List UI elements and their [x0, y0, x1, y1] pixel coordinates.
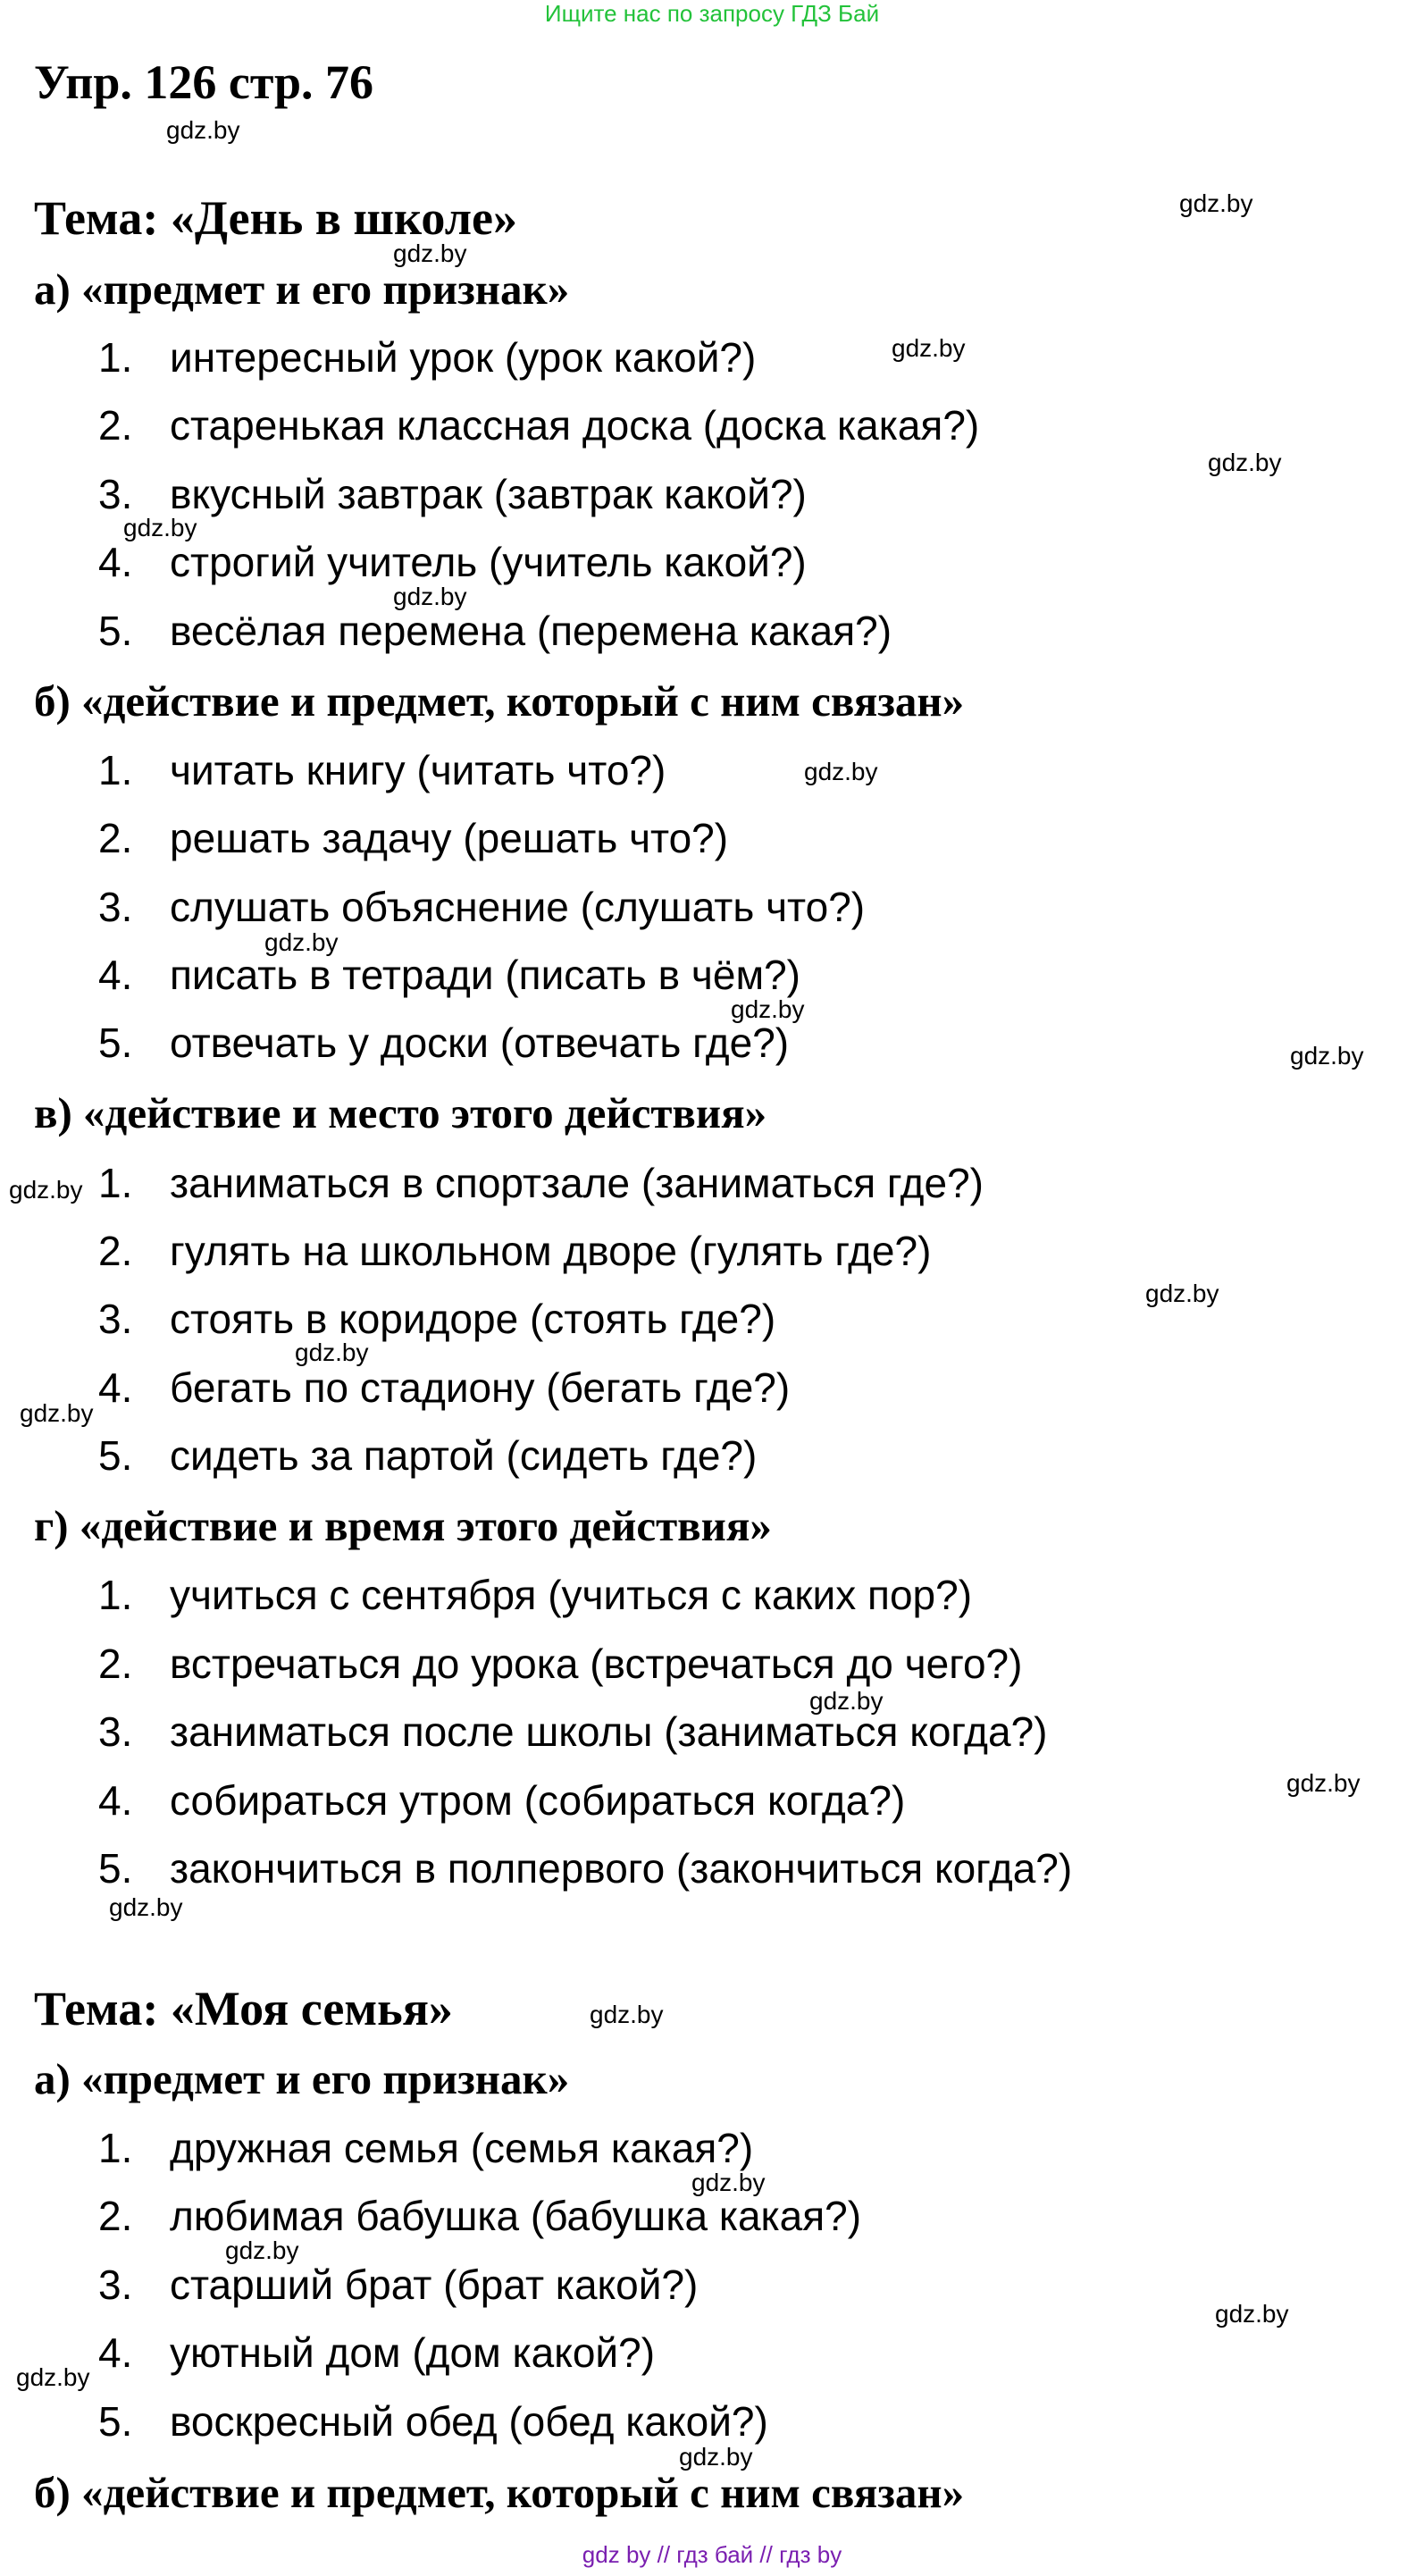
list-item: 1. интересный урок (урок какой?)	[98, 334, 757, 381]
list-item: 2. любимая бабушка (бабушка какая?)	[98, 2193, 862, 2239]
list-item: 3. старший брат (брат какой?)	[98, 2261, 699, 2308]
watermark: gdz.by	[1286, 1769, 1361, 1797]
section-heading: а) «предмет и его признак»	[34, 264, 570, 314]
list-item: 2. встречаться до урока (встречаться до чего?)	[98, 1640, 1023, 1687]
watermark: gdz.by	[804, 758, 878, 785]
watermark: gdz.by	[1208, 449, 1282, 476]
watermark: gdz.by	[123, 514, 197, 541]
topic-title: Тема: «Моя семья»	[34, 1982, 453, 2035]
list-item: 3. заниматься после школы (заниматься когда?)	[98, 1708, 1048, 1755]
list-item: 5. воскресный обед (обед какой?)	[98, 2398, 768, 2445]
list-item: 4. писать в тетради (писать в чём?)	[98, 952, 800, 998]
watermark: gdz.by	[225, 2236, 299, 2264]
section-heading: г) «действие и время этого действия»	[34, 1501, 772, 1550]
watermark: gdz.by	[16, 2363, 90, 2391]
list-item: 3. стоять в коридоре (стоять где?)	[98, 1296, 776, 1342]
watermark: gdz.by	[295, 1338, 369, 1366]
list-item: 5. отвечать у доски (отвечать где?)	[98, 1019, 790, 1066]
topic-title: Тема: «День в школе»	[34, 191, 517, 245]
watermark: gdz.by	[166, 116, 240, 144]
watermark: gdz.by	[679, 2443, 753, 2471]
watermark: gdz.by	[809, 1687, 884, 1715]
list-item: 5. весёлая перемена (перемена какая?)	[98, 608, 892, 654]
list-item: 2. старенькая классная доска (доска какая?)	[98, 402, 980, 449]
watermark: gdz.by	[1215, 2300, 1289, 2328]
watermark: gdz.by	[393, 239, 467, 267]
exercise-title: Упр. 126 стр. 76	[34, 55, 374, 109]
watermark: gdz.by	[109, 1893, 183, 1921]
watermark: gdz.by	[892, 334, 966, 362]
section-heading: б) «действие и предмет, который с ним связан»	[34, 676, 965, 726]
list-item: 2. решать задачу (решать что?)	[98, 815, 729, 861]
watermark: gdz.by	[691, 2169, 766, 2196]
list-item: 5. сидеть за партой (сидеть где?)	[98, 1432, 758, 1479]
list-item: 4. собираться утром (собираться когда?)	[98, 1777, 906, 1824]
watermark: gdz.by	[731, 995, 805, 1023]
watermark: gdz.by	[590, 2001, 664, 2028]
list-item: 5. закончиться в полпервого (закончиться когда?)	[98, 1845, 1073, 1892]
section-heading: б) «действие и предмет, который с ним связан»	[34, 2468, 965, 2517]
list-item: 3. слушать объяснение (слушать что?)	[98, 884, 866, 930]
list-item: 2. гулять на школьном дворе (гулять где?)	[98, 1228, 932, 1274]
watermark: gdz.by	[1145, 1280, 1219, 1307]
section-heading: в) «действие и место этого действия»	[34, 1088, 767, 1137]
list-item: 4. уютный дом (дом какой?)	[98, 2329, 656, 2376]
search-banner: Ищите нас по запросу ГДЗ Бай	[544, 0, 880, 27]
list-item: 1. заниматься в спортзале (заниматься где?)	[98, 1160, 984, 1206]
watermark: gdz.by	[9, 1176, 83, 1204]
list-item: 4. строгий учитель (учитель какой?)	[98, 539, 807, 585]
watermark: gdz.by	[20, 1399, 94, 1427]
footer-links: gdz by // гдз бай // гдз by	[582, 2541, 842, 2568]
watermark: gdz.by	[393, 583, 467, 610]
watermark: gdz.by	[264, 928, 339, 956]
list-item: 1. учиться с сентября (учиться с каких пор?)	[98, 1572, 973, 1618]
section-heading: а) «предмет и его признак»	[34, 2054, 570, 2103]
watermark: gdz.by	[1179, 189, 1253, 217]
list-item: 4. бегать по стадиону (бегать где?)	[98, 1364, 791, 1411]
list-item: 3. вкусный завтрак (завтрак какой?)	[98, 471, 807, 517]
list-item: 1. читать книгу (читать что?)	[98, 747, 666, 793]
watermark: gdz.by	[1290, 1042, 1364, 1070]
list-item: 1. дружная семья (семья какая?)	[98, 2125, 754, 2171]
